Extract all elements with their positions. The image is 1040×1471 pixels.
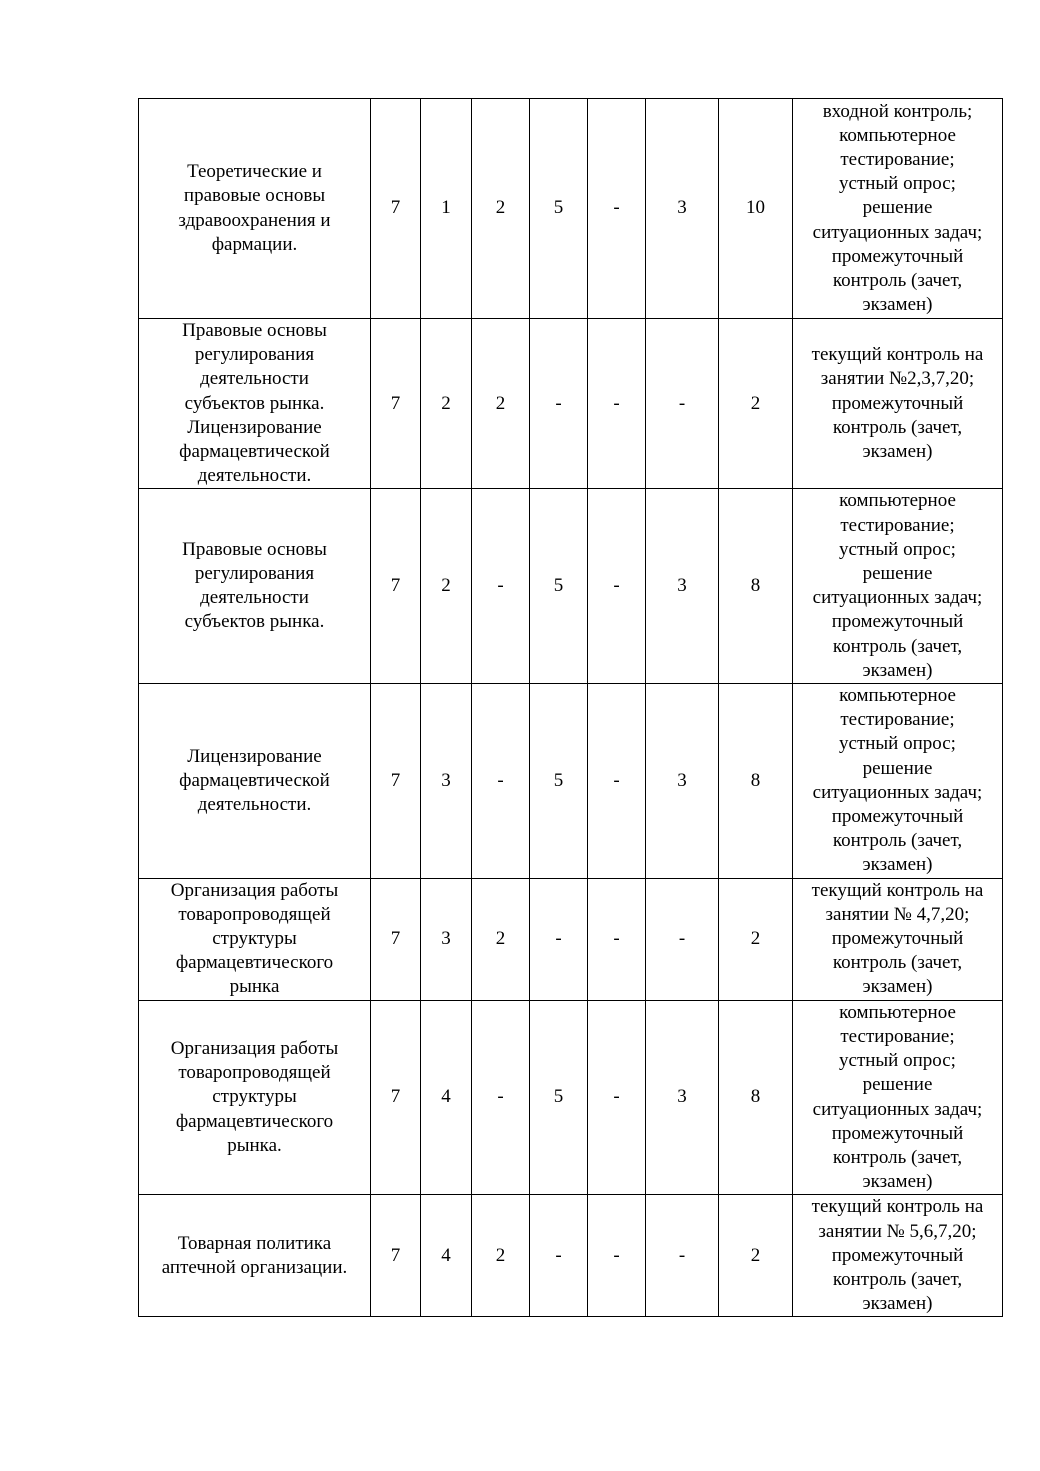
topic-line: регулирования — [194, 563, 315, 585]
control-form-line: занятии №2,3,7,20; — [820, 368, 975, 390]
seminar-hours-cell: - — [588, 1195, 646, 1317]
control-form-line: тестирование; — [840, 1025, 955, 1047]
topic-cell — [139, 878, 371, 1000]
control-form-line: ситуационных задач; — [812, 587, 983, 609]
week-cell: 4 — [421, 1195, 472, 1317]
topic-line: структуры — [212, 928, 297, 950]
topic-line: товаропроводящей — [178, 903, 331, 925]
control-form-line: решение — [862, 1074, 933, 1096]
control-form-line: устный опрос; — [839, 1050, 956, 1072]
control-form-line: входной контроль; — [822, 100, 973, 122]
control-form-cell — [793, 1000, 1003, 1195]
week-cell: 3 — [421, 684, 472, 879]
semester-cell: 7 — [371, 99, 421, 319]
topic-line: фармацевтического — [175, 1110, 334, 1132]
control-form-line: занятии № 5,6,7,20; — [818, 1220, 977, 1242]
control-form-line: экзамен) — [862, 976, 933, 998]
semester-cell: 7 — [371, 489, 421, 684]
topic-cell — [139, 319, 371, 489]
total-hours-cell: 8 — [719, 489, 793, 684]
control-form-cell — [793, 99, 1003, 319]
practice-hours-cell: - — [530, 319, 588, 489]
topic-line: фармации. — [211, 233, 298, 255]
control-form-line: решение — [862, 757, 933, 779]
topic-line: Правовые основы — [182, 320, 327, 341]
control-form-cell — [793, 489, 1003, 684]
table-row — [139, 319, 1003, 489]
week-cell: 4 — [421, 1000, 472, 1195]
topic-line: рынка — [229, 976, 280, 998]
table-body — [139, 99, 1003, 1317]
semester-cell: 7 — [371, 878, 421, 1000]
topic-line: фармацевтической — [179, 769, 330, 791]
control-form-line: контроль (зачет, — [832, 416, 963, 438]
control-form-line: промежуточный — [831, 806, 964, 828]
total-hours-cell: 2 — [719, 878, 793, 1000]
table-row — [139, 1000, 1003, 1195]
practice-hours-cell: 5 — [530, 1000, 588, 1195]
control-form-line: контроль (зачет, — [832, 1268, 963, 1290]
control-form-line: промежуточный — [831, 1244, 964, 1266]
control-form-line: экзамен) — [862, 441, 933, 463]
control-form-line: контроль (зачет, — [832, 1146, 963, 1168]
table-row — [139, 1195, 1003, 1317]
control-form-line: экзамен) — [862, 294, 933, 316]
topic-line: структуры — [212, 1086, 297, 1108]
control-form-cell — [793, 319, 1003, 489]
topic-line: Организация работы — [170, 879, 339, 901]
control-form-line: промежуточный — [831, 392, 964, 414]
total-hours-cell: 10 — [719, 99, 793, 319]
control-form-line: тестирование; — [840, 514, 955, 536]
control-form-line: решение — [862, 563, 933, 585]
topic-cell — [139, 684, 371, 879]
topic-line: Правовые основы — [182, 538, 327, 560]
lecture-hours-cell: 2 — [472, 319, 530, 489]
control-form-line: промежуточный — [831, 611, 964, 633]
table-row — [139, 99, 1003, 319]
control-form-line: устный опрос; — [839, 538, 956, 560]
topic-cell — [139, 99, 371, 319]
total-hours-cell: 2 — [719, 1195, 793, 1317]
total-hours-cell: 8 — [719, 1000, 793, 1195]
topic-line: здравоохранения и — [178, 209, 331, 231]
lab-hours-cell: - — [646, 878, 719, 1000]
seminar-hours-cell: - — [588, 878, 646, 1000]
control-form-line: ситуационных задач; — [812, 221, 983, 243]
control-form-line: компьютерное — [839, 1001, 956, 1023]
lab-hours-cell: 3 — [646, 1000, 719, 1195]
topic-line: деятельности. — [197, 793, 312, 815]
control-form-line: компьютерное — [839, 685, 956, 707]
table-row — [139, 878, 1003, 1000]
seminar-hours-cell: - — [588, 684, 646, 879]
week-cell: 2 — [421, 489, 472, 684]
control-form-line: занятии № 4,7,20; — [825, 903, 970, 925]
topic-line: Организация работы — [170, 1037, 339, 1059]
control-form-cell — [793, 1195, 1003, 1317]
control-form-line: промежуточный — [831, 1122, 964, 1144]
control-form-line: текущий контроль на — [811, 1196, 984, 1218]
table-row — [139, 489, 1003, 684]
control-form-line: ситуационных задач; — [812, 1098, 983, 1120]
control-form-line: ситуационных задач; — [812, 781, 983, 803]
control-form-cell — [793, 878, 1003, 1000]
topic-line: Лицензирование — [187, 745, 322, 767]
topic-line: товаропроводящей — [178, 1062, 331, 1084]
lecture-hours-cell: - — [472, 1000, 530, 1195]
week-cell: 1 — [421, 99, 472, 319]
control-form-line: экзамен) — [862, 1293, 933, 1315]
control-form-line: промежуточный — [831, 928, 964, 950]
control-form-line: контроль (зачет, — [832, 270, 963, 291]
practice-hours-cell: 5 — [530, 99, 588, 319]
semester-cell: 7 — [371, 319, 421, 489]
topic-line: рынка. — [227, 1134, 282, 1156]
practice-hours-cell: - — [530, 1195, 588, 1317]
control-form-line: экзамен) — [862, 1171, 933, 1193]
topic-line: Лицензирование — [187, 416, 322, 438]
lab-hours-cell: - — [646, 319, 719, 489]
control-form-line: промежуточный — [831, 245, 964, 267]
control-form-line: контроль (зачет, — [832, 830, 963, 852]
topic-cell — [139, 1195, 371, 1317]
lecture-hours-cell: 2 — [472, 878, 530, 1000]
control-form-line: экзамен) — [862, 854, 933, 876]
topic-cell — [139, 489, 371, 684]
semester-cell: 7 — [371, 1000, 421, 1195]
control-form-line: тестирование; — [840, 709, 955, 731]
practice-hours-cell: 5 — [530, 489, 588, 684]
week-cell: 2 — [421, 319, 472, 489]
lecture-hours-cell: 2 — [472, 99, 530, 319]
topic-line: регулирования — [194, 344, 315, 366]
lab-hours-cell: 3 — [646, 489, 719, 684]
control-form-cell — [793, 684, 1003, 879]
control-form-line: текущий контроль на — [811, 879, 984, 901]
seminar-hours-cell: - — [588, 1000, 646, 1195]
topic-line: правовые основы — [183, 185, 326, 207]
week-cell: 3 — [421, 878, 472, 1000]
topic-line: субъектов рынка. — [184, 611, 325, 633]
semester-cell: 7 — [371, 1195, 421, 1317]
lab-hours-cell: 3 — [646, 99, 719, 319]
control-form-line: экзамен) — [862, 659, 933, 681]
semester-cell: 7 — [371, 684, 421, 879]
control-form-line: текущий контроль на — [811, 344, 984, 366]
control-form-line: устный опрос; — [839, 733, 956, 755]
topic-line: фармацевтической — [179, 441, 330, 463]
control-form-line: компьютерное — [839, 490, 956, 512]
topic-line: Теоретические и — [187, 161, 322, 183]
control-form-line: контроль (зачет, — [832, 635, 963, 657]
control-form-line: тестирование; — [840, 148, 955, 170]
seminar-hours-cell: - — [588, 319, 646, 489]
topic-line: субъектов рынка. — [184, 392, 325, 414]
lecture-hours-cell: 2 — [472, 1195, 530, 1317]
control-form-line: решение — [862, 197, 933, 219]
topic-line: фармацевтического — [175, 952, 334, 974]
control-form-line: компьютерное — [839, 124, 956, 146]
seminar-hours-cell: - — [588, 489, 646, 684]
control-form-line: контроль (зачет, — [832, 952, 963, 974]
practice-hours-cell: - — [530, 878, 588, 1000]
topic-cell — [139, 1000, 371, 1195]
topic-line: деятельности. — [197, 465, 312, 487]
total-hours-cell: 8 — [719, 684, 793, 879]
lecture-hours-cell: - — [472, 684, 530, 879]
topic-line: аптечной организации. — [161, 1256, 348, 1278]
total-hours-cell: 2 — [719, 319, 793, 489]
control-form-line: устный опрос; — [839, 173, 956, 195]
curriculum-table — [138, 98, 1003, 1317]
topic-line: Товарная политика — [177, 1232, 332, 1254]
lecture-hours-cell: - — [472, 489, 530, 684]
lab-hours-cell: - — [646, 1195, 719, 1317]
seminar-hours-cell: - — [588, 99, 646, 319]
topic-line: деятельности — [200, 587, 309, 609]
practice-hours-cell: 5 — [530, 684, 588, 879]
lab-hours-cell: 3 — [646, 684, 719, 879]
table-row — [139, 684, 1003, 879]
topic-line: деятельности — [200, 368, 309, 390]
